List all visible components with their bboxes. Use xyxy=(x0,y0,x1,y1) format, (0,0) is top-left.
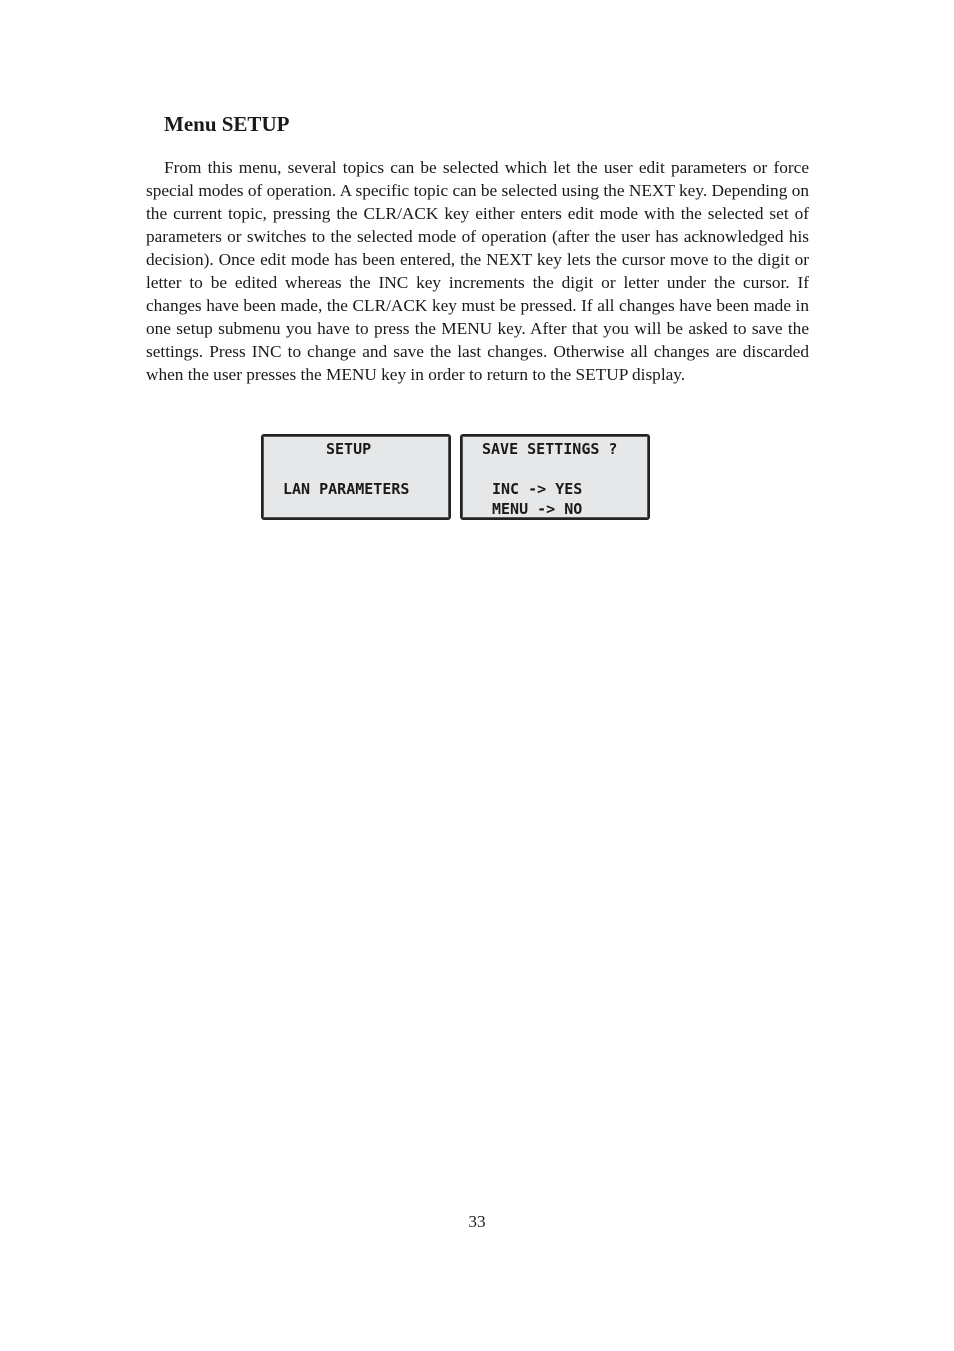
page-number: 33 xyxy=(468,1212,486,1231)
lcd-save-no-option: MENU -> NO xyxy=(492,500,583,518)
lcd-setup-title: SETUP xyxy=(326,440,372,458)
lcd-save-yes-option: INC -> YES xyxy=(492,480,583,498)
lcd-display-setup xyxy=(261,434,451,520)
body-paragraph: From this menu, several topics can be selected which let the user edit parameters or force special modes of operation. A specific topic can be selected using the NEXT key. Depending on the current topic, pressing the CLR/ACK key either enters edit mode with the selected set of parameters or switches to the selected mode of operation (after the user has acknowledged his decision). Once edit mode has been entered, the NEXT key lets the cursor move to the digit or letter to be edited whereas the INC key increments the digit or letter under the cursor. If changes have been made, the CLR/ACK key must be pressed. If all changes have been made in one setup submenu you have to press the MENU key. After that you will be asked to save the settings. Press INC to change and save the last changes. Otherwise all changes are discarded when the user presses the MENU key in order to return to the SETUP display. xyxy=(146,158,809,384)
section-heading: Menu SETUP xyxy=(164,112,290,136)
lcd-setup-topic: LAN PARAMETERS xyxy=(283,480,410,498)
lcd-save-prompt: SAVE SETTINGS ? xyxy=(482,440,618,458)
lcd-display-save-settings xyxy=(460,434,650,520)
